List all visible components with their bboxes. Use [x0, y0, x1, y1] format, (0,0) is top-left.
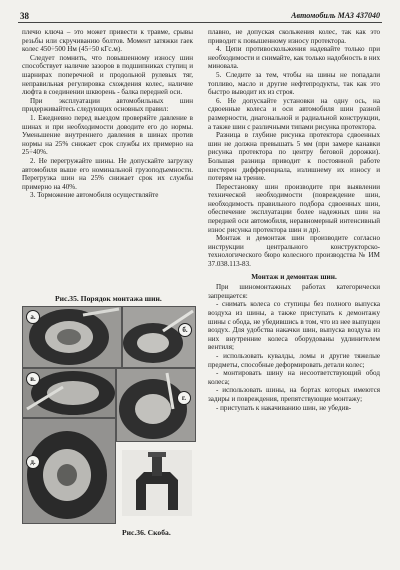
section-title: Монтаж и демонтаж шин. — [251, 271, 337, 281]
paragraph: 4. Цепи противоскольжения надевайте только при необходимости и снимайте, как только надобность в них миновала. — [208, 45, 380, 71]
tire-mounting-photo-g — [116, 368, 196, 442]
tire-mounting-photo-a — [22, 306, 122, 368]
tire-mounting-photo-v — [22, 368, 116, 418]
running-title: Автомобиль МАЗ 437040 — [291, 11, 380, 20]
paragraph: 3. Торможение автомобиля осуществляйте — [30, 191, 159, 200]
paragraph: Монтаж и демонтаж шин производите согласно инструкции центрального конструкторско-технологического бюро колесного производства № ИМ 37.038.113-83. — [208, 234, 380, 269]
tire-mounting-photo-d — [22, 418, 116, 524]
bracket-photo — [122, 450, 192, 516]
right-column — [208, 28, 380, 412]
paragraph: Перестановку шин производите при выявлении технической необходимости (повреждение шин, необходимость правильного подбора сдвоенных шин, обеспечение эксплуатации более надежных шин на передней оси автомобиля, неравномерный интенсивный износ рисунка протектора шин и др). — [208, 182, 380, 234]
figure-label: б. — [178, 323, 192, 337]
tire-illustration — [117, 369, 195, 441]
figure-label: г. — [177, 391, 191, 405]
figure-35-caption: Рис.35. Порядок монтажа шин. — [55, 294, 162, 303]
tire-mounting-photo-b — [122, 306, 196, 368]
paragraph: Разница в глубине рисунка протектора сдвоенных шин не должна превышать 5 мм (при замере канавки рисунка протектора по центру беговой дорожки). Большая разница приводит к постоянной работе шестерен дифференциала, излишнему их износу и потерям на трение. — [208, 131, 380, 183]
section-intro: При шиномонтажных работах категорически запрещается: — [208, 283, 380, 300]
left-column — [22, 28, 193, 200]
figure-label: а. — [26, 310, 40, 324]
paragraph: 6. Не допускайте установки на одну ось, на сдвоенные колеса и оси автомобиля шин разной размерности, диагональной и радиальной конструкции, а также шин с различными типами рисунка протектора. — [208, 96, 380, 131]
page-number: 38 — [20, 11, 29, 21]
list-item: - использовать шины, на бортах которых имеются задиры и повреждения, препятствующие монтажу; — [208, 386, 380, 403]
paragraph: При эксплуатации автомобильных шин придерживайтесь следующих основных правил: — [22, 96, 193, 114]
list-item: - снимать колеса со ступицы без полного выпуска воздуха из шины, а также приступать к демонтажу шины с обода, не убедившись в том, что из нее выпущен воздух. Для удобства накачки шин, выпуска воздуха из них внутренние колеса оборудованы удлинителем вентиля; — [208, 300, 380, 352]
list-item: - использовать кувалды, ломы и другие тяжелые предметы, способные деформировать детали колес; — [208, 351, 380, 369]
paragraph: 2. Не перегружайте шины. Не допускайте загрузку автомобиля выше его номинальной грузоподъемности. Перегрузка шин на 25% снижает срок их службы примерно на 40%. — [22, 156, 193, 191]
tire-illustration — [123, 307, 195, 367]
paragraph: 1. Ежедневно перед выездом проверяйте давление в шинах и при необходимости доводите его до нормы. Уменьшение внутреннего давления в шинах против нормы на 25% снижает срок службы их примерно на 25÷40%. — [22, 113, 193, 157]
paragraph: Следует помнить, что повышенному износу шин способствует наличие зазоров в подшипниках ступиц и шарнирах поперечной и продольной рулевых тяг, неправильная регулировка схождения колес, наличие люфта в соединении шкворень - балка передней оси. — [22, 53, 193, 97]
figure-36-caption: Рис.36. Скоба. — [122, 528, 171, 537]
page-header — [18, 10, 382, 23]
paragraph: 5. Следите за тем, чтобы на шины не попадали топливо, масло и другие нефтепродукты, так как это быстро выводит их из строя. — [208, 70, 380, 97]
tire-illustration — [23, 419, 115, 523]
paragraph: плечю ключа – это может привести к травме, срывы резьбы или скручиванию болтов. Момент затяжки гаек колес 450÷500 Нм (45÷50 кГс.м). — [22, 28, 193, 54]
figure-label: в. — [26, 372, 40, 386]
paragraph: плавно, не допуская скольжения колес, так как это приводит к повышенному износу протектора. — [208, 28, 380, 45]
list-item: - приступать к накачиванию шин, не убедив- — [216, 403, 352, 412]
list-item: - монтировать шину на несоответствующий обод колеса; — [208, 369, 380, 386]
bracket-illustration — [122, 450, 192, 516]
figure-label: д. — [26, 455, 40, 469]
